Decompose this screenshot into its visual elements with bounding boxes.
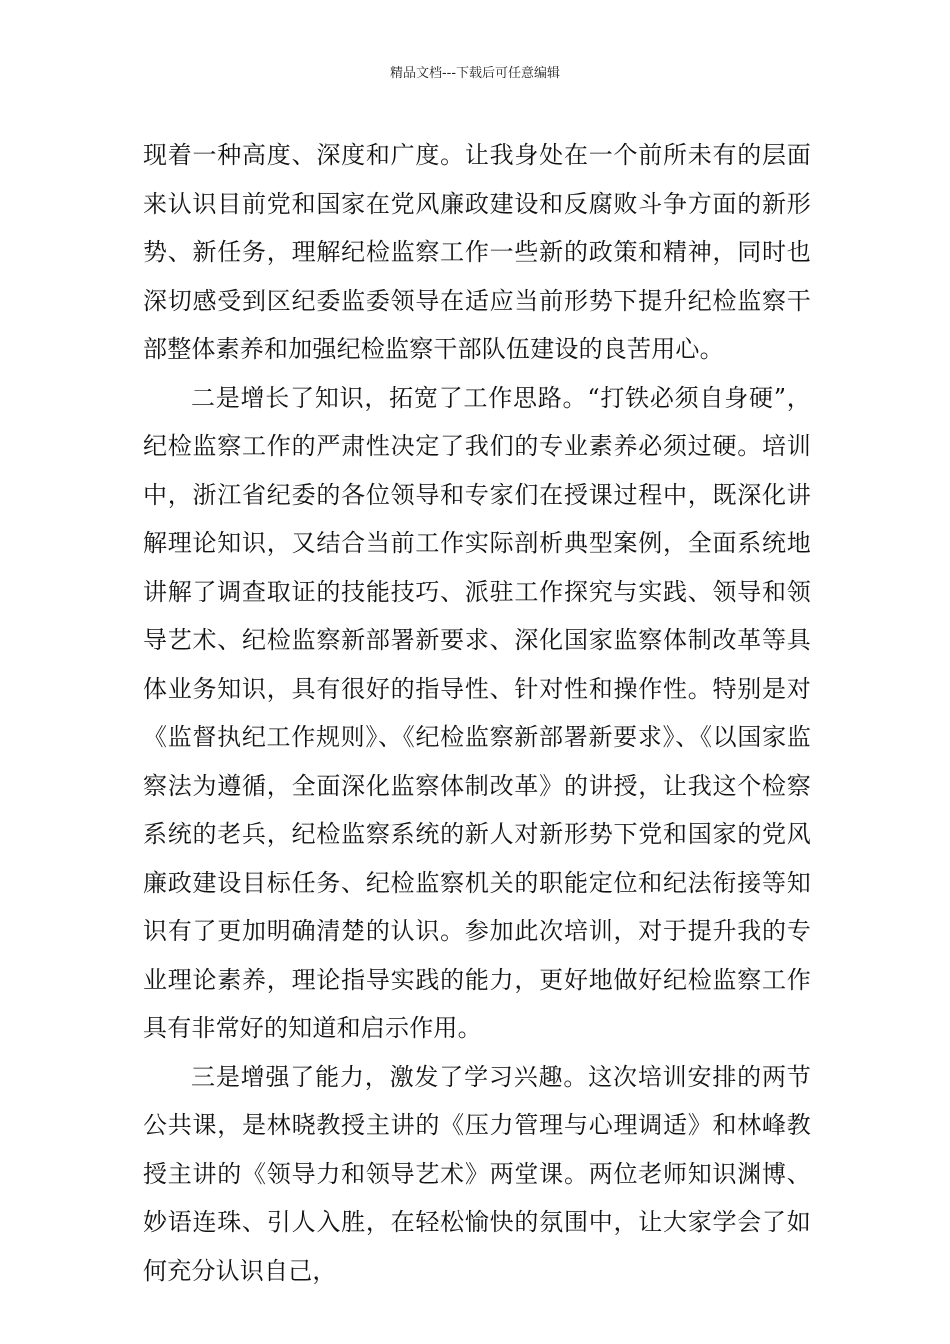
page-header: 精品文档---下载后可任意编辑 <box>389 66 561 81</box>
document-body <box>143 131 811 1295</box>
paragraph-continuation: 现着一种高度、深度和广度。让我身处在一个前所未有的层面来认识目前党和国家在党风廉政建设和反腐败斗争方面的新形势、新任务，理解纪检监察工作一些新的政策和精神，同时也深切感受到区纪委监委领导在适应当前形势下提升纪检监察干部整体素养和加强纪检监察干部队伍建设的良苦用心。 <box>143 141 811 363</box>
paragraph-ability: 三是增强了能力，激发了学习兴趣。这次培训安排的两节公共课，是林晓教授主讲的《压力管理与心理调适》和林峰教授主讲的《领导力和领导艺术》两堂课。两位老师知识渊博、妙语连珠、引人入胜，在轻松愉快的氛围中，让大家学会了如何充分认识自己， <box>143 1062 811 1285</box>
paragraph-knowledge: 二是增长了知识，拓宽了工作思路。“打铁必须自身硬”，纪检监察工作的严肃性决定了我们的专业素养必须过硬。培训中，浙江省纪委的各位领导和专家们在授课过程中，既深化讲解理论知识，又结合当前工作实际剖析典型案例，全面系统地讲解了调查取证的技能技巧、派驻工作探究与实践、领导和领导艺术、纪检监察新部署新要求、深化国家监察体制改革等具体业务知识，具有很好的指导性、针对性和操作性。特别是对《监督执纪工作规则》、《纪检监察新部署新要求》、《以国家监察法为遵循，全面深化监察体制改革》的讲授，让我这个检察系统的老兵，纪检监察系统的新人对新形势下党和国家的党风廉政建设目标任务、纪检监察机关的职能定位和纪法衔接等知识有了更加明确清楚的认识。参加此次培训，对于提升我的专业理论素养，理论指导实践的能力，更好地做好纪检监察工作具有非常好的知道和启示作用。 <box>143 383 811 1042</box>
